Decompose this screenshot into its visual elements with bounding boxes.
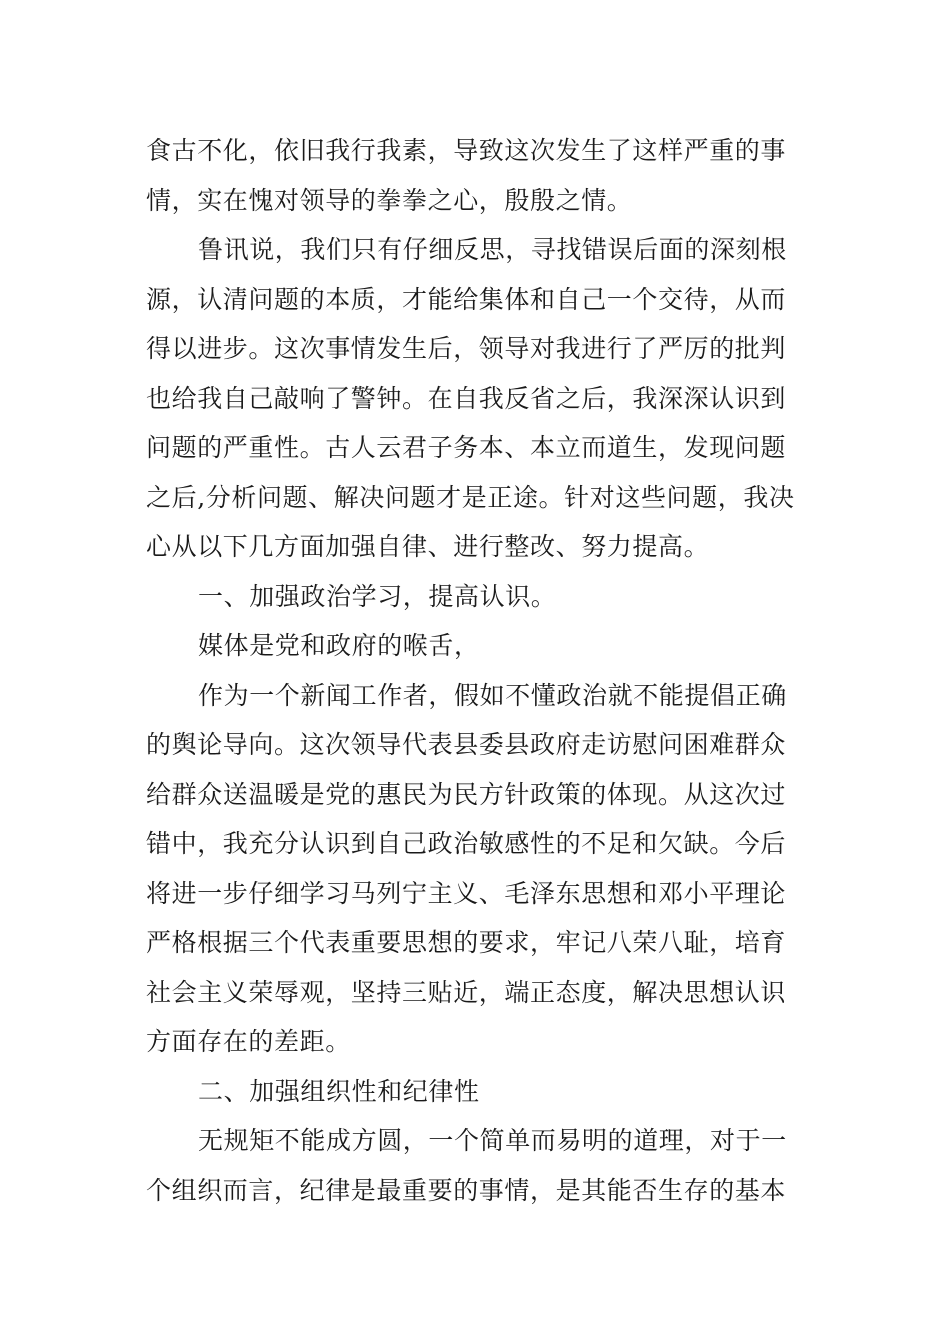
text-line: 个组织而言，纪律是最重要的事情，是其能否生存的基本 [146,1175,787,1205]
text-line: 媒体是党和政府的喉舌， [198,631,480,660]
text-line: 的舆论导向。这次领导代表县委县政府走访慰问困难群众 [146,730,787,759]
text-line: 源，认清问题的本质，才能给集体和自己一个交待，从而 [146,284,787,314]
section-heading-line: 一、加强政治学习，提高认识。 [198,581,557,611]
text-line: 将进一步仔细学习马列宁主义、毛泽东思想和邓小平理论 [146,878,787,908]
text-line: 给群众送温暖是党的惠民为民方针政策的体现。从这次过 [146,779,787,809]
text-line: 严格根据三个代表重要思想的要求，牢记八荣八耻，培育 [146,928,787,957]
document-body [146,126,816,1215]
text-line: 错中，我充分认识到自己政治敏感性的不足和欠缺。今后 [146,829,787,858]
text-line: 无规矩不能成方圆，一个简单而易明的道理，对于一 [198,1126,787,1155]
text-line: 食古不化，依旧我行我素，导致这次发生了这样严重的事 [146,136,787,165]
text-line: 方面存在的差距。 [146,1027,351,1056]
text-line: 情，实在愧对领导的拳拳之心，殷殷之情。 [146,185,633,215]
text-line: 作为一个新闻工作者，假如不懂政治就不能提倡正确 [198,680,787,710]
text-line: 得以进步。这次事情发生后，领导对我进行了严厉的批判 [146,334,787,363]
text-line: 鲁讯说，我们只有仔细反思，寻找错误后面的深刻根 [198,235,787,264]
text-line: 也给我自己敲响了警钟。在自我反省之后，我深深认识到 [146,383,787,413]
text-line: 问题的严重性。古人云君子务本、本立而道生，发现问题 [146,433,787,462]
text-line: 社会主义荣辱观，坚持三贴近，端正态度，解决思想认识 [146,977,787,1007]
text-line: 之后,分析问题、解决问题才是正途。针对这些问题，我决 [146,482,795,512]
section-heading-line: 二、加强组织性和纪律性 [198,1076,480,1106]
text-line: 心从以下几方面加强自律、进行整改、努力提高。 [146,532,710,561]
